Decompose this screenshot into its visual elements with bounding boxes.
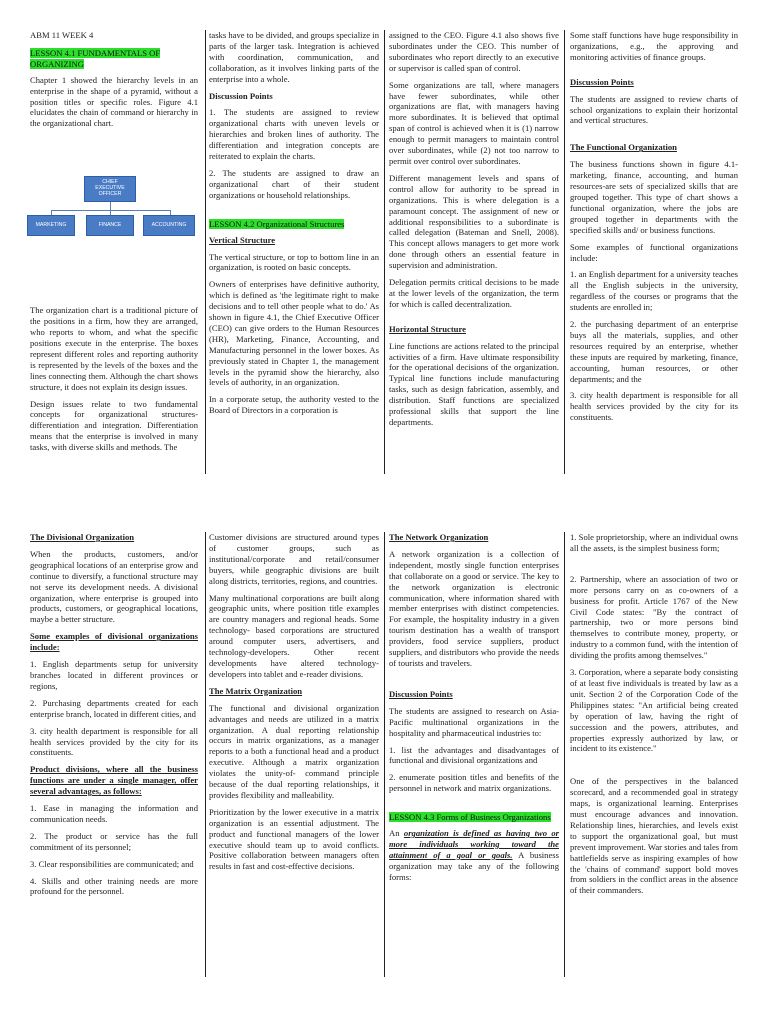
column-divider	[384, 30, 385, 474]
divisional-example-3: 3. city health department is responsible for all health services provided by the city for its constituents.	[30, 725, 198, 758]
org-box-finance: FINANCE	[86, 215, 134, 236]
network-paragraph: A network organization is a collection of independent, mostly single function enterprises that collaborate on a good or service. The key to the network organization is electronic communication, where information shared with member enterprises with distinct competencies. For example, the hospitality industry in a given tourism destination has a wealth of transport providers, food service suppliers, product suppliers, and distributors who provide the needs of tourists and travelers.	[389, 548, 559, 668]
integration-paragraph: tasks have to be divided, and groups specialize in parts of the larger task. Integration is achieved with coordination, communication, and collaboration, as it involves linking parts of the enterprise into a whole.	[209, 30, 379, 84]
definition-lead: An	[389, 828, 400, 839]
org-box-ceo: CHIEF EXECUTIVE OFFICER	[84, 176, 136, 202]
org-connector	[110, 202, 111, 210]
advantage-2: 2. The product or service has the full commitment of its personnel;	[30, 830, 198, 852]
functional-examples-intro: Some examples of functional organizations include:	[570, 241, 738, 263]
lesson-4-3-heading: LESSON 4.3 Forms of Business Organizations	[389, 812, 551, 823]
decentralization-paragraph: Delegation permits critical decisions to be made at the lower levels of the organization, the term for which is called decentralization.	[389, 277, 559, 309]
org-box-marketing: MARKETING	[27, 215, 75, 236]
matrix-organization-heading: The Matrix Organization	[209, 685, 303, 696]
bottom-column-1	[30, 532, 198, 903]
top-column-2	[209, 30, 379, 422]
sole-proprietorship-paragraph: 1. Sole proprietorship, where an individual owns all the assets, is the simplest business form;	[570, 532, 738, 553]
discussion-point-2: 2. The students are assigned to draw an organizational chart of their student organizations or household relationships.	[209, 167, 379, 200]
week-label: ABM 11 WEEK 4	[30, 30, 94, 40]
vertical-paragraph-1: The vertical structure, or top to bottom line in an organization, is rooted on basic concepts.	[209, 251, 379, 273]
tall-flat-paragraph: Some organizations are tall, where managers have fewer subordinates, while other organizations are flat, with managers having more subordinates. It is believed that optimal span of control is achieved when it is (1) narrow enough to permit managers to maintain control over subordinates, while (2) not too narrow to permit over control over subordinates.	[389, 79, 559, 166]
discussion-point: The students are assigned to review charts of school organizations to explain their horizontal and vertical structures.	[570, 93, 738, 126]
matrix-paragraph-2: Prioritization by the lower executive in a matrix organization is an essential adjustment. The product and functional managers of the lower executive should team up to avoid conflicts. Positive collaboration between managers often results in fast and cost-effective decisions.	[209, 806, 379, 872]
delegation-paragraph: Different management levels and spans of control allow for authority to be spread in organizations. This is where delegation is a paramount concept. The assignment of new or additional responsibilities to a subordinate is called delegation (Bateman and Snell, 2008). This concept allows managers to get more work done through others an essential feature in supervision and administration.	[389, 172, 559, 271]
functional-organization-heading: The Functional Organization	[570, 142, 677, 153]
functional-example-2: 2. the purchasing department of an enterprise buys all the materials, supplies, and other resources required by an enterprise, whether these inputs are required by marketing, finance, accounting, human resources, or other departments; and the	[570, 319, 738, 384]
org-chart-figure	[24, 176, 196, 240]
span-of-control-paragraph: assigned to the CEO. Figure 4.1 also shows five subordinates under the CEO. This number of subordinates who report directly to an executive or supervisor is called span of control.	[389, 30, 559, 73]
advantage-1: 1. Ease in managing the information and communication needs.	[30, 803, 198, 824]
column-divider	[384, 532, 385, 977]
research-paragraph: The students are assigned to research on Asia-Pacific multinational organizations in the hospitality and pharmaceutical industries to:	[389, 705, 559, 738]
divisional-organization-heading: The Divisional Organization	[30, 532, 135, 542]
staff-functions-paragraph: Some staff functions have huge responsibility in organizations, e.g., the approving and monitoring activities of finance groups.	[570, 30, 738, 62]
discussion-points-heading: Discussion Points	[570, 76, 634, 87]
top-column-1	[30, 30, 198, 459]
vertical-paragraph-3: In a corporate setup, the authority vested to the Board of Directors in a corporation is	[209, 394, 379, 416]
product-divisions-heading: Product divisions, where all the business functions are under a single manager, offer several advantages, as follows:	[30, 764, 198, 797]
divisional-examples-heading: Some examples of divisional organizations include:	[30, 631, 198, 653]
divisional-example-1: 1. English departments setup for university branches located in different provinces or regions,	[30, 659, 198, 691]
functional-example-3: 3. city health department is responsible for all health services provided by the city for its constituents.	[570, 390, 738, 423]
lesson-4-2-heading: LESSON 4.2 Organizational Structures	[209, 218, 345, 229]
functional-paragraph: The business functions shown in figure 4.1-marketing, finance, accounting, and human resources-are sets of specialized skills that are grouped together. This type of chart shows a functional organization, where the jobs are grouped together in departments with the specified skills and/ or business functions.	[570, 159, 738, 235]
advantage-3: 3. Clear responsibilities are communicated; and	[30, 858, 194, 869]
advantage-4: 4. Skills and other training needs are more profound for the personnel.	[30, 875, 198, 897]
discussion-points-heading: Discussion Points	[209, 90, 273, 101]
divisional-paragraph: When the products, customers, and/or geographical locations of an enterprise grow and continue to diversify, a functional structure may not serve its development needs. A divisional organization, where enterprise is grouped into products, customers, or geographical locations, maybe a better structure.	[30, 548, 198, 625]
multinational-paragraph: Many multinational corporations are built along geographic units, where position title examples are country managers and regional heads. Some technology- based corporations are structured around computer users, advertisers, and technology-developers. Other recent developments have altered technology-developers into tablet and e-reader divisions.	[209, 592, 379, 679]
top-column-3	[389, 30, 559, 434]
bottom-column-2	[209, 532, 379, 878]
discussion-point-2: 2. enumerate position titles and benefits of the personnel in network and matrix organizations.	[389, 772, 559, 794]
vertical-structure-heading: Vertical Structure	[209, 234, 276, 245]
discussion-points-heading: Discussion Points	[389, 688, 453, 699]
column-divider	[205, 30, 206, 474]
divisional-example-2: 2. Purchasing departments created for each enterprise branch, located in different cities, and	[30, 697, 198, 719]
bottom-column-3	[389, 532, 559, 889]
partnership-paragraph: 2. Partnership, where an association of two or more persons carry on as co-owners of a business for profit. Article 1767 of the New Civil Code states: "By the contract of partnership, two or more persons bind themselves to contribute money, property, or industry to a common fund, with the intention of dividing the profits among themselves."	[570, 573, 738, 661]
functional-example-1: 1. an English department for a university teaches all the English subjects in the university, regardless of the courses or programs that the students are enrolled in;	[570, 269, 739, 313]
organizational-learning-paragraph: One of the perspectives in the balanced scorecard, and a recommended goal in strategy maps, is organizational learning. Enterprises must encourage advances and innovation. Relationship lines, hierarchies, and levels exist to support the organizational goal, but must prevent improvement. War stories and tales from battlefields serve as inspiring examples of how the 'chains of command' support bold moves from soldiers in the conflict areas in the absence of their commanders.	[570, 776, 738, 896]
organization-definition: organization is defined as having two or more individuals working toward the attainment of a goal or goals.	[389, 828, 559, 860]
intro-paragraph: Chapter 1 showed the hierarchy levels in an enterprise in the shape of a pyramid, without a position titles or specific roles. Figure 4.1 elucidates the chain of command or hierarchy in the organizational chart.	[30, 74, 198, 129]
matrix-paragraph-1: The functional and divisional organization advantages and needs are utilized in a matrix organization. A dual reporting relationship occurs in matrix organizations, as a manager reports to a both a functional head and a product executive. Although a matrix organization violates the unity-of- command principle because of the dual reporting relationships, it provides flexibility and malleability.	[209, 702, 379, 800]
org-chart-paragraph: The organization chart is a traditional picture of the positions in a firm, how they are arranged, who reports to whom, and what the specific positions execute in the enterprise. The boxes represent different roles and reporting authority is represented by the levels of the boxes and the lines connecting them. Although the chart shows structure, it does not explain its design issues.	[30, 305, 198, 392]
bottom-column-4	[570, 532, 738, 902]
corporation-paragraph: 3. Corporation, where a separate body consisting of at least five individuals is treated by law as a unit. Section 2 of the Corporation Code of the Philippines states: "An artificial being created by operation of law, having the right of succession and the powers, attributes, and properties expressly authorized by law, or incident to its existence."	[570, 667, 739, 754]
top-column-4	[570, 30, 738, 429]
discussion-point-1: 1. list the advantages and disadvantages of functional and divisional organizations and	[389, 744, 559, 766]
definition-tail: A business organization may take any of the following forms:	[389, 849, 559, 882]
vertical-paragraph-2: Owners of enterprises have definitive authority, which is defined as 'the legitimate right to make decisions and to tell other people what to do.' As shown in figure 4.1, the Chief Executive Officer (CEO) can give orders to the Human Resources (HR), Marketing, Finance, Accounting, and Manufacturing personnel in the lower boxes. As previously stated in Chapter 1, the management levels in the pyramid show the hierarchy, also levels of authority, in an organization.	[209, 279, 379, 388]
design-issues-paragraph: Design issues relate to two fundamental concepts for organizational structures-differentiation and integration. Differentiation means that the enterprise is involved in many tasks, with diverse skills and methods. The	[30, 398, 198, 453]
lesson-4-1-heading: LESSON 4.1 FUNDAMENTALS OF ORGANIZING	[30, 47, 161, 69]
column-divider	[205, 532, 206, 977]
org-box-accounting: ACCOUNTING	[143, 215, 195, 236]
horizontal-structure-heading: Horizontal Structure	[389, 323, 466, 334]
column-divider	[564, 532, 565, 977]
organization-definition-paragraph	[389, 828, 559, 883]
line-functions-paragraph: Line functions are actions related to the principal activities of a firm. Have ultimate responsibility for the operational decisions of the organization. Typical line functions include manufacturing tasks, such as design fabrication, assembly, and distribution. Staff functions are specialized professional skills that support the line departments.	[389, 340, 559, 427]
network-organization-heading: The Network Organization	[389, 532, 489, 542]
discussion-point-1: 1. The students are assigned to review organizational charts with uneven levels or hierarchies and broken lines of authority. The differentiation and integration concepts are reiterated to explain the charts.	[209, 107, 379, 162]
column-divider	[564, 30, 565, 474]
customer-divisions-paragraph: Customer divisions are structured around types of customer groups, such as institutional/corporate and retail/consumer buyers, while geographic divisions are built along districts, territories, regions, and countries.	[209, 532, 379, 586]
